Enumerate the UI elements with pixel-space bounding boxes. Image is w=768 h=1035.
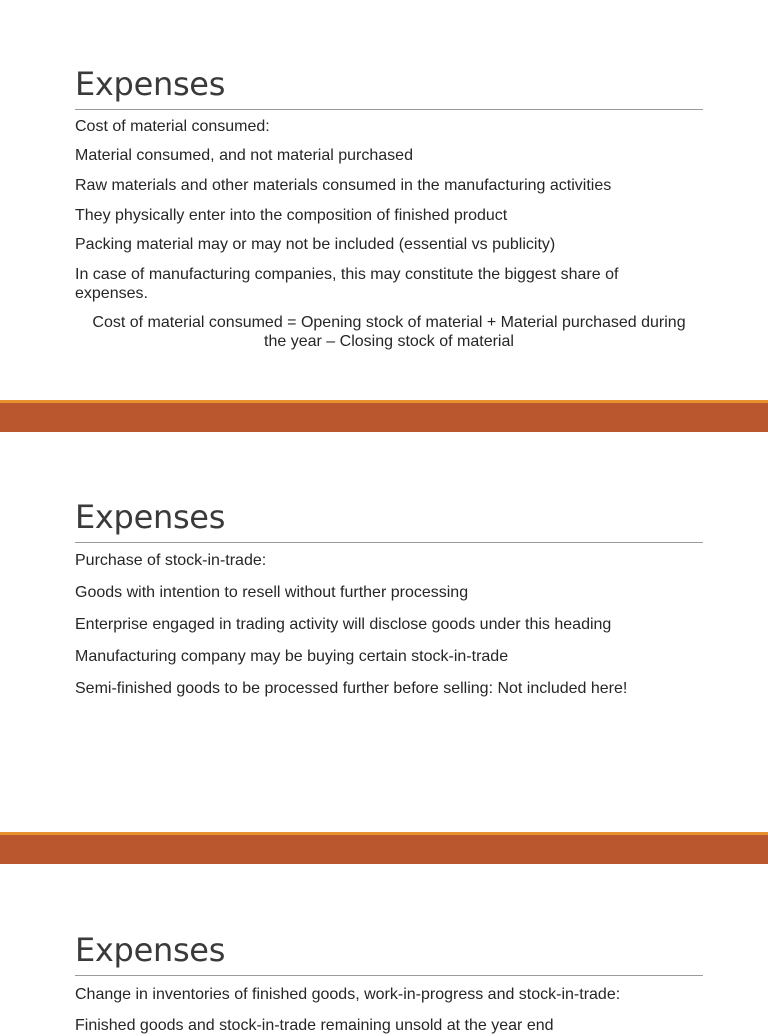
- slide-separator: [0, 400, 768, 432]
- bullet-line: Enterprise engaged in trading activity will disclose goods under this heading: [75, 616, 612, 633]
- bullet-line: Manufacturing company may be buying certain stock-in-trade: [75, 648, 509, 665]
- slide-2: [0, 432, 768, 832]
- bullet-line: Change in inventories of finished goods, work-in-progress and stock-in-trade:: [75, 986, 621, 1003]
- title-underline: [75, 109, 703, 110]
- bullet-line: Purchase of stock-in-trade:: [75, 552, 267, 569]
- bullet-line: Cost of material consumed:: [75, 118, 270, 135]
- bullet-line: Semi-finished goods to be processed further before selling: Not included here!: [75, 680, 628, 697]
- slide-separator: [0, 832, 768, 864]
- bullet-line: Finished goods and stock-in-trade remaining unsold at the year end: [75, 1017, 554, 1034]
- bullet-line: Raw materials and other materials consumed in the manufacturing activities: [75, 177, 612, 194]
- bullet-line: Material consumed, and not material purchased: [75, 147, 413, 164]
- formula-text: Cost of material consumed = Opening stock of material + Material purchased during the year – Closing stock of material: [92, 314, 686, 350]
- title-underline: [75, 975, 703, 976]
- slide-title: Expenses: [75, 498, 226, 536]
- bullet-line: In case of manufacturing companies, this may constitute the biggest share of expenses.: [75, 266, 619, 302]
- title-underline: [75, 542, 703, 543]
- slide-title: Expenses: [75, 931, 226, 969]
- bullet-line: Packing material may or may not be included (essential vs publicity): [75, 236, 556, 253]
- slide-1: [0, 0, 768, 400]
- bullet-line: They physically enter into the composition of finished product: [75, 207, 508, 224]
- slide-title: Expenses: [75, 65, 226, 103]
- slide-3: [0, 864, 768, 1034]
- bullet-line: Goods with intention to resell without further processing: [75, 584, 469, 601]
